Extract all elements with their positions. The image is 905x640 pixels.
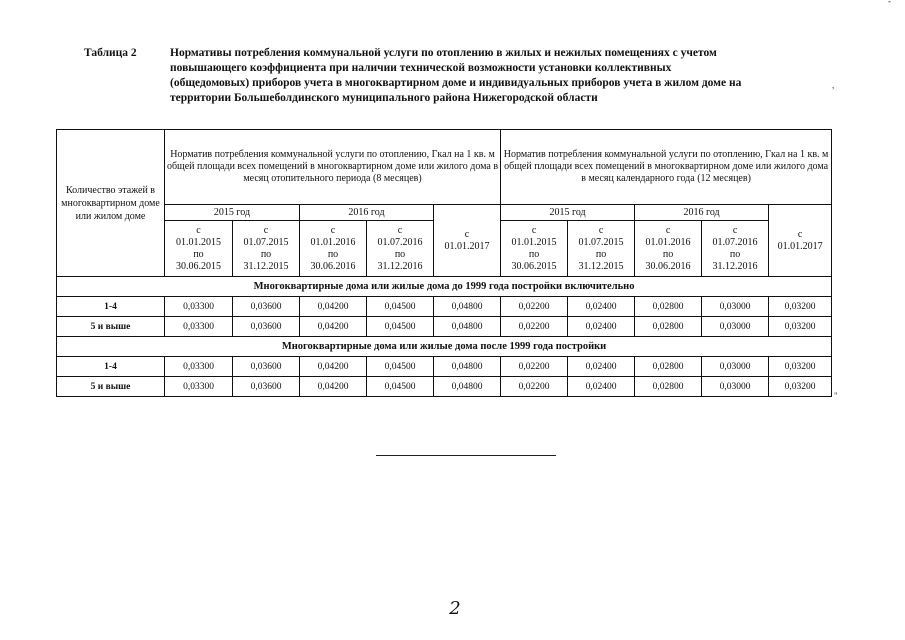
- table-cell: 0,02400: [568, 297, 635, 317]
- table-cell: 0,03000: [702, 357, 769, 377]
- table-cell: 0,02200: [501, 357, 568, 377]
- table-cell: 0,03200: [769, 297, 832, 317]
- period-header: с 01.07.2016 по 31.12.2016: [367, 221, 434, 277]
- table-cell: 0,04200: [300, 297, 367, 317]
- table-cell: 0,04800: [434, 357, 501, 377]
- row-label: 5 и выше: [57, 377, 165, 397]
- table-cell: 0,03000: [702, 297, 769, 317]
- year-header-2015: 2015 год: [165, 205, 300, 221]
- table-row: [57, 297, 832, 317]
- table-cell: 0,04800: [434, 297, 501, 317]
- group-header-heating-period: Норматив потребления коммунальной услуги по отоплению, Гкал на 1 кв. м общей площади всех помещений в многоквартирном доме или жилого дома в месяц отопительного периода (8 месяцев): [165, 130, 501, 205]
- closing-quote-mark: ": [834, 391, 838, 401]
- table-cell: 0,04200: [300, 317, 367, 337]
- norms-table: [56, 129, 832, 397]
- table-cell: 0,03600: [233, 357, 300, 377]
- year-header-2015: 2015 год: [501, 205, 635, 221]
- period-header: с 01.01.2016 по 30.06.2016: [300, 221, 367, 277]
- table-cell: 0,03000: [702, 377, 769, 397]
- group-header-calendar-year: Норматив потребления коммунальной услуги по отоплению, Гкал на 1 кв. м общей площади всех помещений в многоквартирном доме или жилого дома в месяц календарного года (12 месяцев): [501, 130, 832, 205]
- year-header-2016: 2016 год: [300, 205, 434, 221]
- table-cell: 0,03300: [165, 297, 233, 317]
- table-title-line-2: повышающего коэффициента при наличии технической возможности установки коллективных: [170, 62, 672, 74]
- table-cell: 0,02800: [635, 377, 702, 397]
- separator-line: [376, 455, 556, 456]
- table-cell: 0,02400: [568, 377, 635, 397]
- section-heading: Многоквартирные дома или жилые дома до 1999 года постройки включительно: [57, 277, 832, 297]
- table-cell: 0,04800: [434, 317, 501, 337]
- row-label: 5 и выше: [57, 317, 165, 337]
- table-cell: 0,03600: [233, 297, 300, 317]
- table-cell: 0,03200: [769, 357, 832, 377]
- period-header: с 01.01.2017: [769, 205, 832, 277]
- period-header: с 01.01.2015 по 30.06.2015: [501, 221, 568, 277]
- table-title: [170, 46, 836, 106]
- row-label: 1-4: [57, 297, 165, 317]
- table-cell: 0,03200: [769, 317, 832, 337]
- table-cell: 0,04200: [300, 357, 367, 377]
- table-cell: 0,02200: [501, 297, 568, 317]
- table-cell: 0,04800: [434, 377, 501, 397]
- table-cell: 0,03300: [165, 357, 233, 377]
- table-label: Таблица 2: [84, 47, 137, 59]
- period-header: с 01.01.2017: [434, 205, 501, 277]
- table-cell: 0,02400: [568, 317, 635, 337]
- table-row: [57, 357, 832, 377]
- period-header: с 01.07.2015 по 31.12.2015: [568, 221, 635, 277]
- table-cell: 0,03300: [165, 377, 233, 397]
- stray-comma-mark: ,: [832, 80, 835, 90]
- table-cell: 0,04500: [367, 297, 434, 317]
- table-cell: 0,03600: [233, 317, 300, 337]
- table-title-line-3: (общедомовых) приборов учета в многоквартирном доме и индивидуальных приборов учета в жилом доме на: [170, 77, 742, 89]
- table-cell: 0,04500: [367, 377, 434, 397]
- table-cell: 0,03600: [233, 377, 300, 397]
- table-caption: [84, 46, 836, 106]
- period-header: с 01.07.2016 по 31.12.2016: [702, 221, 769, 277]
- floors-column-header: Количество этажей в многоквартирном доме или жилом доме: [57, 130, 165, 277]
- table-cell: 0,02200: [501, 317, 568, 337]
- table-cell: 0,02800: [635, 357, 702, 377]
- table-cell: 0,02800: [635, 297, 702, 317]
- section-heading: Многоквартирные дома или жилые дома после 1999 года постройки: [57, 337, 832, 357]
- table-cell: 0,04500: [367, 357, 434, 377]
- table-cell: 0,02800: [635, 317, 702, 337]
- table-cell: 0,02200: [501, 377, 568, 397]
- page-number: 2: [449, 598, 461, 619]
- table-cell: 0,03200: [769, 377, 832, 397]
- table-row: [57, 317, 832, 337]
- row-label: 1-4: [57, 357, 165, 377]
- table-cell: 0,03300: [165, 317, 233, 337]
- table-title-line-4: территории Большеболдинского муниципального района Нижегородской области: [170, 92, 598, 104]
- table-cell: 0,03000: [702, 317, 769, 337]
- year-header-2016: 2016 год: [635, 205, 769, 221]
- table-row: [57, 377, 832, 397]
- corner-dash-mark: -: [888, 0, 891, 6]
- table-cell: 0,04500: [367, 317, 434, 337]
- period-header: с 01.07.2015 по 31.12.2015: [233, 221, 300, 277]
- table-cell: 0,04200: [300, 377, 367, 397]
- table-cell: 0,02400: [568, 357, 635, 377]
- period-header: с 01.01.2016 по 30.06.2016: [635, 221, 702, 277]
- period-header: с 01.01.2015 по 30.06.2015: [165, 221, 233, 277]
- table-title-line-1: Нормативы потребления коммунальной услуги по отоплению в жилых и нежилых помещениях с учетом: [170, 47, 717, 59]
